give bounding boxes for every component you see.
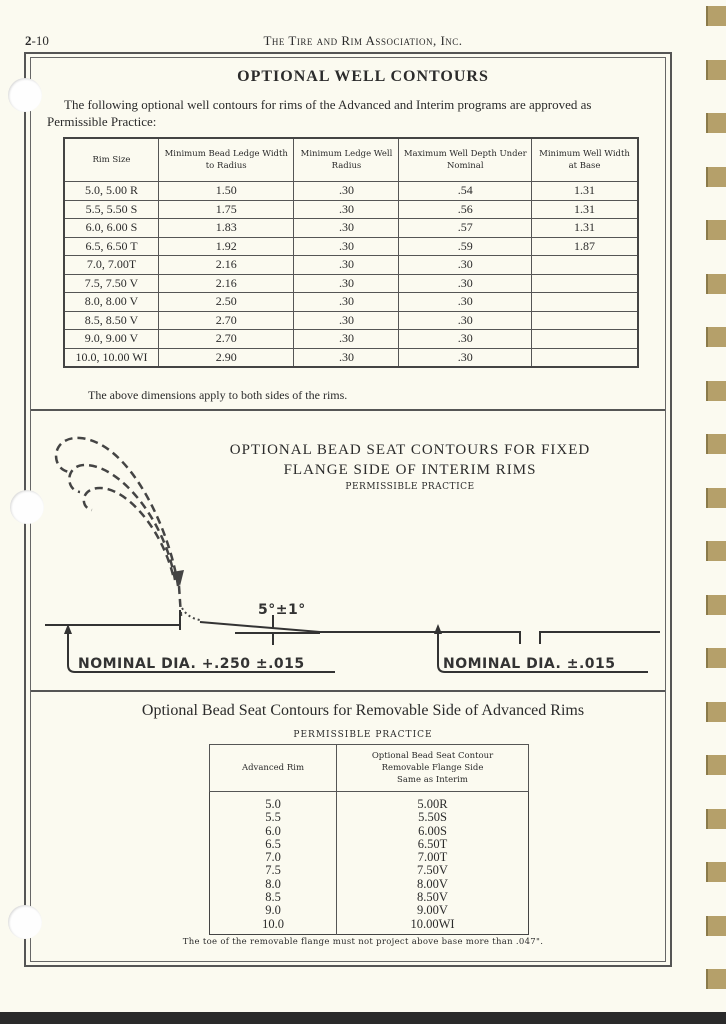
flange-contours: [56, 438, 181, 616]
binding-tab: [706, 809, 726, 829]
binding-tab: [706, 541, 726, 561]
table-cell: 1.83: [159, 219, 294, 238]
table-cell: 6.0, 6.00 S: [64, 219, 159, 238]
advanced-rim-value: 7.5: [265, 863, 281, 878]
table-cell: [532, 274, 638, 293]
binding-tab: [706, 969, 726, 989]
table-cell: .57: [399, 219, 532, 238]
angle-label: 5°±1°: [258, 602, 306, 618]
table-cell: 1.31: [532, 200, 638, 219]
table-cell: .30: [294, 182, 399, 201]
dim-label-right: NOMINAL DIA. ±.015: [443, 656, 616, 672]
binding-tab: [706, 220, 726, 240]
interim-contour-value: 5.50S: [418, 810, 447, 825]
section-divider: [31, 690, 665, 692]
interim-contour-value: 9.00V: [417, 903, 448, 918]
table-cell: 1.50: [159, 182, 294, 201]
table-cell: .30: [399, 311, 532, 330]
table-cell: .56: [399, 200, 532, 219]
interim-contour-column: [337, 792, 529, 935]
table-cell: .30: [399, 293, 532, 312]
binding-tab: [706, 916, 726, 936]
table-row: [64, 256, 638, 275]
table-cell: .30: [399, 348, 532, 367]
binding-tab: [706, 6, 726, 26]
intro-paragraph: The following optional well contours for rims of the Advanced and Interim programs are approved as Permissible Practice:: [47, 97, 592, 129]
binding-tab: [706, 167, 726, 187]
table-cell: .30: [294, 256, 399, 275]
interim-contour-value: 7.50V: [417, 863, 448, 878]
arrowhead-right: [434, 624, 442, 634]
punch-hole: [8, 905, 42, 939]
column-header: Minimum Well Width at Base: [532, 138, 638, 182]
table-body-row: [210, 792, 529, 935]
table-header-row: [64, 138, 638, 182]
table-cell: 1.31: [532, 182, 638, 201]
binding-tab: [706, 648, 726, 668]
column-header: [337, 745, 529, 792]
table-cell: .30: [399, 256, 532, 275]
table-cell: 10.0, 10.00 WI: [64, 348, 159, 367]
advanced-rim-value: 5.0: [265, 797, 281, 811]
running-head: The Tire and Rim Association, Inc.: [263, 33, 463, 48]
table-cell: .30: [294, 219, 399, 238]
binding-tab: [706, 113, 726, 133]
section-title-removable-side: Optional Bead Seat Contours for Removable Side of Advanced Rims: [141, 702, 585, 719]
table-cell: .30: [294, 274, 399, 293]
column-header: Minimum Bead Ledge Width to Radius: [159, 138, 294, 182]
binding-tab: [706, 755, 726, 775]
flange-contour-inner: [84, 488, 173, 575]
table-cell: [532, 330, 638, 349]
table-cell: .30: [294, 348, 399, 367]
table-cell: .30: [294, 237, 399, 256]
table-cell: .30: [399, 330, 532, 349]
binding-tab: [706, 595, 726, 615]
table-cell: 5.0, 5.00 R: [64, 182, 159, 201]
flange-radius: [182, 608, 200, 620]
table-cell: 1.87: [532, 237, 638, 256]
binding-tab: [706, 862, 726, 882]
advanced-rim-value: 5.5: [265, 810, 281, 825]
table-cell: 2.70: [159, 330, 294, 349]
removable-side-table: [209, 744, 529, 935]
table-row: [64, 219, 638, 238]
section-title-well-contours: OPTIONAL WELL CONTOURS: [237, 68, 489, 85]
well-contours-table: [63, 137, 639, 368]
header-line: Removable Flange Side: [381, 763, 484, 773]
interim-contour-value: 6.50T: [417, 836, 448, 851]
table-row: [64, 293, 638, 312]
table-row: [64, 348, 638, 367]
table-cell: 7.5, 7.50 V: [64, 274, 159, 293]
table-cell: 1.31: [532, 219, 638, 238]
dim-label-left: NOMINAL DIA. +.250 ±.015: [78, 656, 305, 672]
interim-contour-value: 7.00T: [417, 850, 448, 865]
table-header-row: [210, 745, 529, 792]
interim-contour-value: 10.00WI: [410, 916, 455, 931]
table-cell: .59: [399, 237, 532, 256]
table-cell: .54: [399, 182, 532, 201]
punch-hole: [10, 490, 44, 524]
table-cell: 5.5, 5.50 S: [64, 200, 159, 219]
title-line: OPTIONAL BEAD SEAT CONTOURS FOR FIXED: [229, 442, 591, 458]
rim-profile: [45, 610, 660, 645]
table-cell: [532, 293, 638, 312]
table-cell: 7.0, 7.00T: [64, 256, 159, 275]
table-cell: .30: [294, 330, 399, 349]
advanced-rim-value: 7.0: [265, 850, 281, 865]
table-cell: 2.16: [159, 256, 294, 275]
subtitle-permissible-practice: PERMISSIBLE PRACTICE: [293, 730, 433, 740]
table-cell: 2.90: [159, 348, 294, 367]
column-header: Advanced Rim: [210, 745, 337, 792]
table-cell: .30: [294, 311, 399, 330]
table-row: [64, 274, 638, 293]
table-cell: 2.70: [159, 311, 294, 330]
interim-contour-value: 5.00R: [417, 797, 448, 811]
table-row: [64, 330, 638, 349]
advanced-rim-value: 6.0: [265, 823, 281, 838]
subtitle-permissible-practice: PERMISSIBLE PRACTICE: [345, 482, 475, 492]
binding-tab: [706, 434, 726, 454]
interim-contour-value: 8.50V: [417, 890, 448, 905]
title-line: FLANGE SIDE OF INTERIM RIMS: [283, 462, 537, 478]
advanced-rim-value: 9.0: [265, 903, 281, 918]
table-row: [64, 182, 638, 201]
binding-tab: [706, 327, 726, 347]
page-number-chapter: 2: [25, 33, 32, 48]
table-cell: 2.50: [159, 293, 294, 312]
table-cell: [532, 311, 638, 330]
table-row: [64, 311, 638, 330]
advanced-rim-value: 6.5: [265, 836, 281, 851]
table-cell: .30: [399, 274, 532, 293]
flange-contour-outer: [56, 438, 178, 586]
table-cell: .30: [294, 200, 399, 219]
table-cell: 9.0, 9.00 V: [64, 330, 159, 349]
toe-note: The toe of the removable flange must not project above base more than .047".: [182, 937, 544, 947]
advanced-rim-value: 8.0: [265, 876, 281, 891]
advanced-rim-value: 8.5: [265, 890, 281, 905]
binding-tab: [706, 381, 726, 401]
binding-tab: [706, 274, 726, 294]
header-line: Optional Bead Seat Contour: [371, 751, 494, 761]
advanced-rim-value: 10.0: [262, 916, 284, 931]
table-cell: [532, 256, 638, 275]
binding-tab: [706, 488, 726, 508]
scan-edge: [0, 1012, 726, 1024]
column-header: Rim Size: [64, 138, 159, 182]
table-row: [64, 237, 638, 256]
column-header: Maximum Well Depth Under Nominal: [399, 138, 532, 182]
table-cell: [532, 348, 638, 367]
table-cell: 6.5, 6.50 T: [64, 237, 159, 256]
page-number-page: -10: [31, 33, 49, 48]
bead-seat-diagram: [40, 430, 660, 680]
column-header: Minimum Ledge Well Radius: [294, 138, 399, 182]
header-line: Same as Interim: [397, 775, 468, 785]
table-cell: 8.0, 8.00 V: [64, 293, 159, 312]
table-cell: 1.92: [159, 237, 294, 256]
advanced-rim-column: [210, 792, 337, 935]
interim-contour-value: 6.00S: [418, 823, 447, 838]
table-cell: .30: [294, 293, 399, 312]
table-row: [64, 200, 638, 219]
table-cell: 1.75: [159, 200, 294, 219]
interim-contour-value: 8.00V: [417, 876, 448, 891]
table-note: The above dimensions apply to both sides of the rims.: [88, 388, 348, 402]
table-cell: 2.16: [159, 274, 294, 293]
table-cell: 8.5, 8.50 V: [64, 311, 159, 330]
section-divider: [31, 409, 665, 411]
